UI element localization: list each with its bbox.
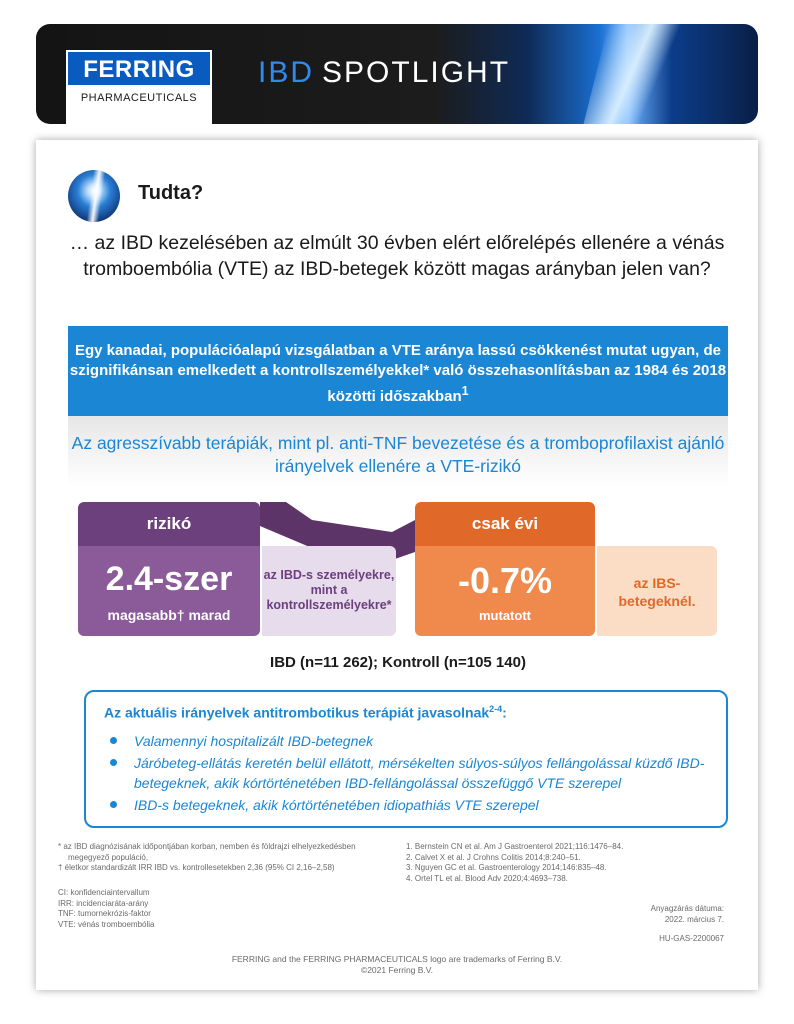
abbreviation: IRR: incidenciaráta-arány [58,898,149,908]
guideline-title-text: Az aktuális irányelvek antitrombotikus terápiát javasolnak [104,704,490,721]
reference: 1. Bernstein CN et al. Am J Gastroenterol 2021;116:1476–84. [406,842,624,851]
reference: 4. Ortel TL et al. Blood Adv 2020;4:4693–738. [406,873,568,883]
annual-value: -0.7% [457,560,553,601]
title-ibd: IBD [258,56,315,89]
ferring-logo [66,50,212,124]
subhead-text: Az agresszívabb terápiák, mint pl. anti-TNF bevezetése és a tromboprofilaxist ajánló irányelvek ellenére a VTE-rizikó [71,433,725,476]
study-summary-text: Egy kanadai, populációalapú vizsgálatban a VTE aránya lassú csökkenést mutat ugyan, de szignifikánsan emelkedett a kontrollszemélyekkel* való összehasonlításban az 1984 és 2018 közötti időszakban [69,342,727,405]
closing-date-value: 2022. március 7. [664,914,724,924]
closing-date-label: Anyagzárás dátuma: [650,904,724,913]
risk-value: 2.4-szer [105,560,233,598]
footnotes [58,842,398,874]
guideline-title [104,704,726,721]
guideline-item: Valamennyi hospitalizált IBD-betegnek [104,731,726,751]
population-counts: IBD (n=11 262); Kontroll (n=105 140) [270,654,526,671]
trademark-notice [36,954,758,975]
risk-note: az IBD-s személyekre, mint a kontrollszemélyekre* [262,546,396,636]
header-banner [36,24,758,124]
spotlight-beam [584,24,689,124]
abbreviation: TNF: tumornekrózis-faktor [58,909,151,918]
reference: 3. Nguyen GC et al. Gastroenterology 2014;146:835–48. [406,863,607,872]
risk-subtext: magasabb† marad [107,607,231,623]
footnote-dagger: † életkor standardizált IRR IBD vs. kontrollesetekben 2,36 (95% CI 2,16–2,58) [58,863,335,872]
abbreviations [58,888,358,930]
publication-title [258,56,510,90]
abbreviation: VTE: vénás tromboembólia [58,919,155,929]
copyright-text: ©2021 Ferring B.V. [360,964,434,975]
study-reference: 1 [461,384,469,398]
document-code: HU-GAS-2200067 [659,934,724,943]
logo-wordmark: FERRING [68,52,210,87]
references [406,842,726,884]
annual-note: az IBS-betegeknél. [597,546,717,636]
annual-label: csak évi [415,502,595,546]
abbreviation: CI: konfidenciaintervallum [58,888,150,897]
risk-label: rizikó [78,502,260,546]
guideline-colon: : [502,704,507,721]
footnote-star: * az IBD diagnózisának időpontjában korban, nemben és földrajzi elhelyezkedésben megegyező populáció, [58,842,356,862]
guideline-item: Járóbeteg-ellátás keretén belül ellátott, mérsékelten súlyos-súlyos fellángolással küzdő IBD-betegeknek, akik kórtörténetében IBD-fellángolással összefüggő VTE szerepel [104,753,726,793]
trademark-text: FERRING and the FERRING PHARMACEUTICALS logo are trademarks of Ferring B.V. [231,954,563,964]
guideline-list [104,731,726,815]
reference: 2. Calvet X et al. J Crohns Colitis 2014;8:240–51. [406,852,581,862]
annual-subtext: mutatott [479,608,531,623]
guideline-item: IBD-s betegeknek, akik kórtörténetében idiopathiás VTE szerepel [104,795,726,815]
closing-date [596,904,724,925]
question-text: … az IBD kezelésében az elmúlt 30 évben elért előrelépés ellenére a vénás tromboembólia (VTE) az IBD-betegek között magas arányban jelen van? [69,232,725,280]
risk-stat-box [78,546,260,636]
annual-stat-box [415,546,595,636]
content-card [36,140,758,990]
title-spotlight: SPOTLIGHT [322,56,511,89]
guideline-reference: 2-4 [489,704,503,714]
did-you-know-heading: Tudta? [138,182,204,204]
guideline-box [84,690,728,828]
logo-subtitle: PHARMACEUTICALS [68,87,210,109]
